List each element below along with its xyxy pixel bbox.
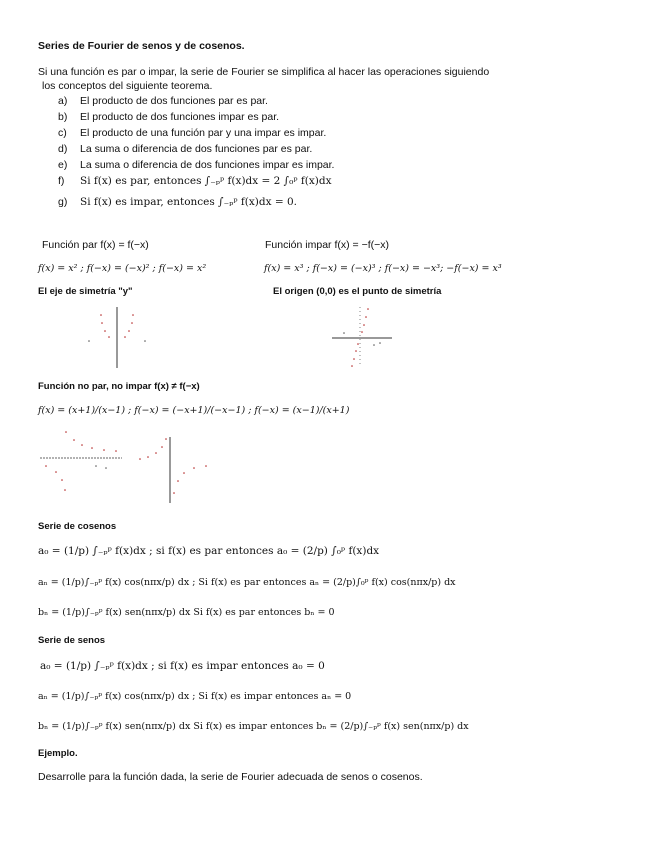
plot-point	[379, 342, 381, 344]
plot-point	[100, 314, 102, 316]
plot-point	[367, 308, 369, 310]
page-title: Series de Fourier de senos y de cosenos.	[38, 40, 245, 52]
plot-point	[105, 467, 107, 469]
item-text: Si f(x) es impar, entonces ∫₋ₚᵖ f(x)dx = 0.	[80, 196, 297, 208]
plot-point	[205, 465, 207, 467]
cosine-an-formula: aₙ = (1/p)∫₋ₚᵖ f(x) cos(nπx/p) dx ; Si f(x) es par entonces aₙ = (2/p)∫₀ᵖ f(x) cos(nπx/p) dx	[38, 577, 456, 588]
plot-point	[73, 439, 75, 441]
example-heading: Ejemplo.	[38, 748, 78, 759]
plot-point	[183, 472, 185, 474]
plot-point	[161, 446, 163, 448]
item-text: Si f(x) es par, entonces ∫₋ₚᵖ f(x)dx = 2 ∫₀ᵖ f(x)dx	[80, 175, 332, 187]
theorem-item-d	[58, 143, 312, 155]
plot-point	[365, 316, 367, 318]
even-example: f(x) = x² ; f(−x) = (−x)² ; f(−x) = x²	[38, 263, 207, 274]
odd-heading: Función impar f(x) = −f(−x)	[265, 239, 389, 251]
cosine-bn-formula: bₙ = (1/p)∫₋ₚᵖ f(x) sen(nπx/p) dx Si f(x) es par entonces bₙ = 0	[38, 607, 335, 618]
cosine-a0-formula: a₀ = (1/p) ∫₋ₚᵖ f(x)dx ; si f(x) es par entonces a₀ = (2/p) ∫₀ᵖ f(x)dx	[38, 545, 380, 557]
plot-point	[193, 467, 195, 469]
plot-point	[45, 465, 47, 467]
plot-point	[155, 452, 157, 454]
item-letter: a)	[58, 95, 68, 107]
odd-function-graph	[330, 305, 394, 369]
item-text: El producto de dos funciones par es par.	[80, 95, 268, 107]
theorem-item-f	[58, 175, 332, 187]
plot-point	[353, 358, 355, 360]
cosine-series-heading: Serie de cosenos	[38, 521, 117, 532]
plot-point	[91, 447, 93, 449]
neither-heading: Función no par, no impar f(x) ≠ f(−x)	[38, 381, 200, 392]
neither-example: f(x) = (x+1)/(x−1) ; f(−x) = (−x+1)/(−x−1) ; f(−x) = (x−1)/(x+1)	[38, 405, 350, 416]
plot-point	[355, 350, 357, 352]
even-function-graph	[85, 305, 155, 370]
theorem-item-b	[58, 111, 279, 123]
plot-point	[115, 450, 117, 452]
plot-point	[351, 365, 353, 367]
item-letter: d)	[58, 143, 68, 155]
plot-point	[103, 449, 105, 451]
item-letter: b)	[58, 111, 68, 123]
plot-point	[95, 465, 97, 467]
item-text: La suma o diferencia de dos funciones impar es impar.	[80, 159, 335, 171]
even-symmetry-label: El eje de simetría "y"	[38, 286, 133, 297]
intro-line-2: los conceptos del siguiente teorema.	[42, 80, 213, 92]
plot-point	[65, 431, 67, 433]
plot-point	[165, 438, 167, 440]
plot-point	[101, 322, 103, 324]
plot-point	[173, 492, 175, 494]
plot-point	[363, 324, 365, 326]
theorem-item-e	[58, 159, 334, 171]
plot-point	[343, 332, 345, 334]
plot-point	[81, 444, 83, 446]
item-text: El producto de dos funciones impar es par.	[80, 111, 280, 123]
plot-point	[61, 479, 63, 481]
plot-point	[147, 456, 149, 458]
plot-point	[128, 330, 130, 332]
plot-point	[373, 344, 375, 346]
plot-point	[124, 336, 126, 338]
plot-point	[108, 336, 110, 338]
plot-point	[88, 340, 90, 342]
example-text: Desarrolle para la función dada, la serie de Fourier adecuada de senos o cosenos.	[38, 771, 423, 783]
plot-point	[139, 458, 141, 460]
item-text: El producto de una función par y una impar es impar.	[80, 127, 327, 139]
plot-point	[55, 471, 57, 473]
plot-point	[361, 331, 363, 333]
sine-series-heading: Serie de senos	[38, 635, 106, 646]
rational-function-graph-1	[36, 428, 126, 498]
plot-point	[177, 480, 179, 482]
sine-an-formula: aₙ = (1/p)∫₋ₚᵖ f(x) cos(nπx/p) dx ; Si f(x) es impar entonces aₙ = 0	[38, 691, 352, 702]
theorem-item-g	[58, 196, 297, 208]
plot-point	[132, 314, 134, 316]
rational-function-graph-2	[136, 435, 216, 505]
item-letter: g)	[58, 196, 68, 208]
item-letter: e)	[58, 159, 68, 171]
plot-point	[131, 322, 133, 324]
odd-symmetry-label: El origen (0,0) es el punto de simetría	[273, 286, 442, 297]
item-text: La suma o diferencia de dos funciones par es par.	[80, 143, 313, 155]
sine-bn-formula: bₙ = (1/p)∫₋ₚᵖ f(x) sen(nπx/p) dx Si f(x) es impar entonces bₙ = (2/p)∫₋ₚᵖ f(x) sen(nπx/p) dx	[38, 721, 469, 732]
plot-point	[357, 343, 359, 345]
plot-point	[64, 489, 66, 491]
intro-line-1: Si una función es par o impar, la serie de Fourier se simplifica al hacer las operaciones siguiendo	[38, 66, 490, 78]
sine-a0-formula: a₀ = (1/p) ∫₋ₚᵖ f(x)dx ; si f(x) es impar entonces a₀ = 0	[40, 660, 325, 672]
item-letter: f)	[58, 175, 65, 187]
plot-point	[104, 330, 106, 332]
odd-example: f(x) = x³ ; f(−x) = (−x)³ ; f(−x) = −x³; −f(−x) = x³	[264, 263, 502, 274]
theorem-item-a	[58, 95, 268, 107]
item-letter: c)	[58, 127, 67, 139]
theorem-item-c	[58, 127, 326, 139]
plot-point	[144, 340, 146, 342]
even-heading: Función par f(x) = f(−x)	[42, 239, 149, 251]
